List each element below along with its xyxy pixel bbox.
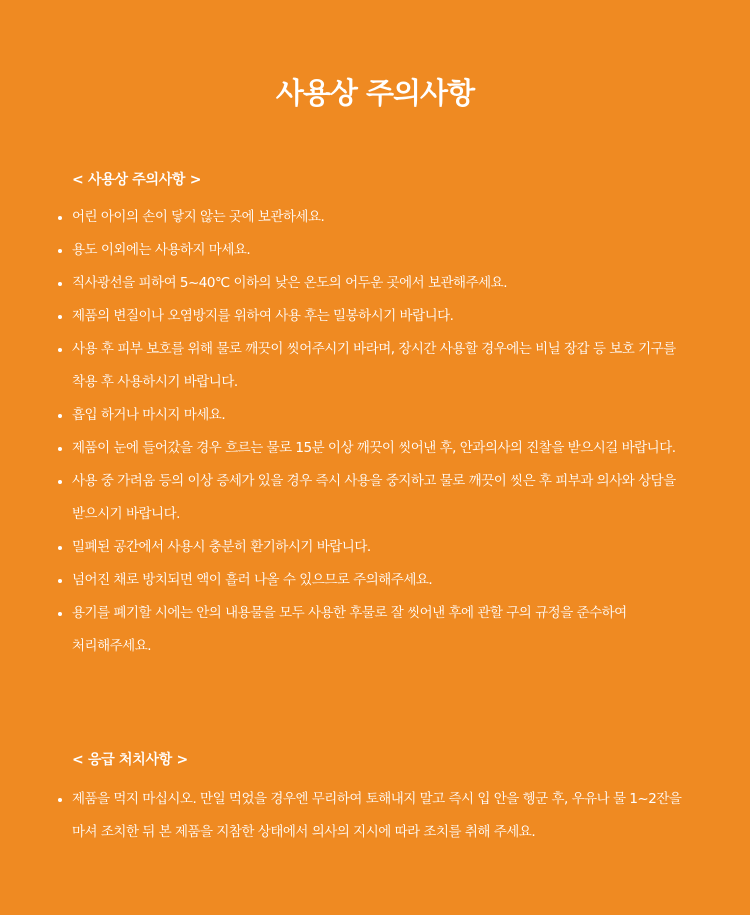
bullet-icon [58,216,62,220]
section-heading: < 사용상 주의사항 > [72,172,202,188]
list-item-text: 흡입 하거나 마시지 마세요. [72,407,226,423]
list-item [0,234,750,267]
list-item [0,531,750,564]
list-item [0,432,750,465]
list-item [0,399,750,432]
bullet-icon [58,249,62,253]
bullet-icon [58,579,62,583]
bullet-icon [58,798,62,802]
list-item [0,597,750,663]
first-aid-list [0,783,750,849]
list-item-text: 밀폐된 공간에서 사용시 충분히 환기하시기 바랍니다. [72,539,371,555]
list-item [0,465,750,531]
bullet-icon [58,546,62,550]
list-item-text: 용도 이외에는 사용하지 마세요. [72,242,251,258]
list-item-text: 사용 후 피부 보호를 위해 물로 깨끗이 씻어주시기 바라며, 장시간 사용할 경우에는 비닐 장갑 등 보호 기구를 착용 후 사용하시기 바랍니다. [72,341,676,390]
list-item [0,267,750,300]
list-item-text: 제품이 눈에 들어갔을 경우 흐르는 물로 15분 이상 깨끗이 씻어낸 후, 안과의사의 진찰을 받으시길 바랍니다. [72,440,676,456]
bullet-icon [58,282,62,286]
list-item [0,333,750,399]
section-heading: < 응급 처치사항 > [72,752,188,768]
bullet-icon [58,447,62,451]
bullet-icon [58,414,62,418]
list-item-text: 사용 중 가려움 등의 이상 증세가 있을 경우 즉시 사용을 중지하고 물로 깨끗이 씻은 후 피부과 의사와 상담을 받으시기 바랍니다. [72,473,676,522]
page-title: 사용상 주의사항 [275,76,475,110]
list-item [0,564,750,597]
list-item-text: 넘어진 채로 방치되면 액이 흘러 나올 수 있으므로 주의해주세요. [72,572,433,588]
list-item [0,201,750,234]
list-item [0,783,750,849]
list-item-text: 직사광선을 피하여 5~40℃ 이하의 낮은 온도의 어두운 곳에서 보관해주세요. [72,275,508,291]
bullet-icon [58,348,62,352]
list-item-text: 어린 아이의 손이 닿지 않는 곳에 보관하세요. [72,209,325,225]
list-item-text: 제품의 변질이나 오염방지를 위하여 사용 후는 밀봉하시기 바랍니다. [72,308,454,324]
caution-list [0,201,750,663]
list-item-text: 제품을 먹지 마십시오. 만일 먹었을 경우엔 무리하여 토해내지 말고 즉시 입 안을 헹군 후, 우유나 물 1~2잔을 마셔 조치한 뒤 본 제품을 지참한 상태에서 의사의 지시에 따라 조치를 취해 주세요. [72,791,682,840]
bullet-icon [58,315,62,319]
bullet-icon [58,480,62,484]
list-item [0,300,750,333]
bullet-icon [58,612,62,616]
list-item-text: 용기를 폐기할 시에는 안의 내용물을 모두 사용한 후물로 잘 씻어낸 후에 관할 구의 규정을 준수하여 처리해주세요. [72,605,627,654]
